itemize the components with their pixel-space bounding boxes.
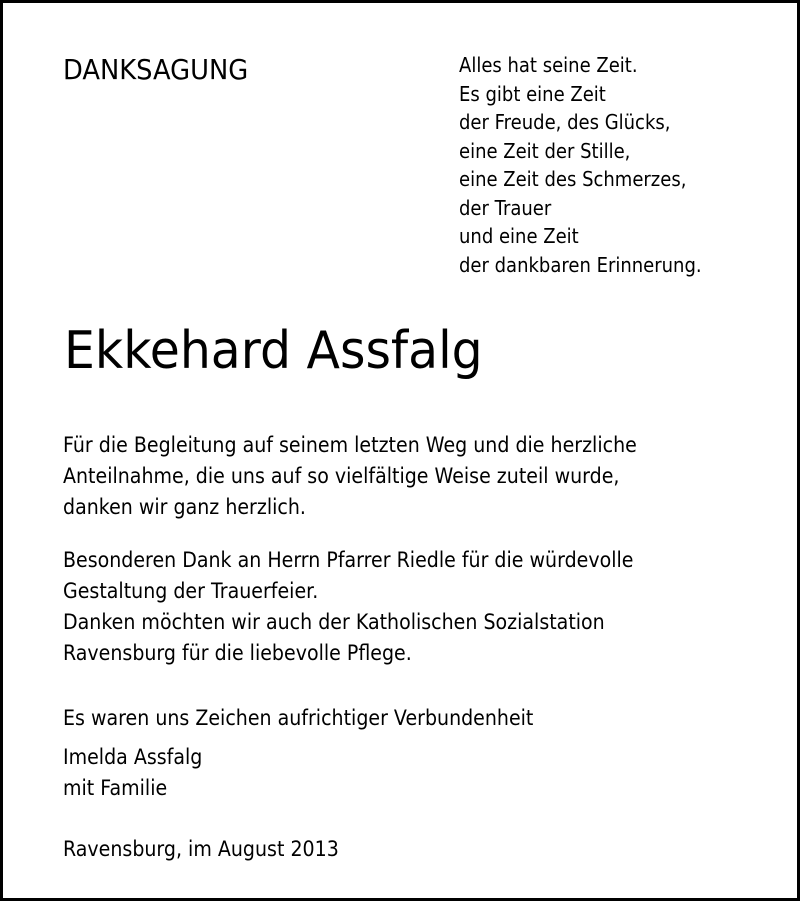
poem-line: und eine Zeit [459,224,579,248]
place-date: Ravensburg, im August 2013 [63,837,339,861]
deceased-name: Ekkehard Assfalg [64,321,483,381]
thanks-paragraph [63,430,637,523]
paragraph-line: Besonderen Dank an Herrn Pfarrer Riedle für die würdevolle [63,548,634,572]
special-thanks-paragraph [63,545,633,669]
poem-line: Es gibt eine Zeit [459,81,606,106]
paragraph-line: Für die Begleitung auf seinem letzten Weg und die herzliche [63,433,637,457]
signatory-line: Imelda Assfalg [63,745,203,769]
paragraph-line: Anteilnahme, die uns auf so vielfältige Weise zuteil wurde, [63,464,620,488]
signatory-line: mit Familie [63,776,168,800]
poem-block [459,51,702,279]
paragraph-line: Danken möchten wir auch der Katholischen Sozialstation [63,610,605,634]
poem-line: der Trauer [459,195,552,220]
poem-line: Alles hat seine Zeit. [459,53,638,77]
poem-line: eine Zeit des Schmerzes, [459,167,687,191]
poem-line: der Freude, des Glücks, [459,110,671,134]
paragraph-line: Gestaltung der Trauerfeier. [63,579,319,603]
paragraph-line: Ravensburg für die liebevolle Pflege. [63,641,412,665]
paragraph-line: danken wir ganz herzlich. [63,495,306,519]
poem-line: der dankbaren Erinnerung. [459,252,702,277]
signatories [63,742,202,804]
closing-line: Es waren uns Zeichen aufrichtiger Verbundenheit [63,706,534,730]
poem-line: eine Zeit der Stille, [459,138,631,163]
notice-heading: DANKSAGUNG [63,53,249,86]
